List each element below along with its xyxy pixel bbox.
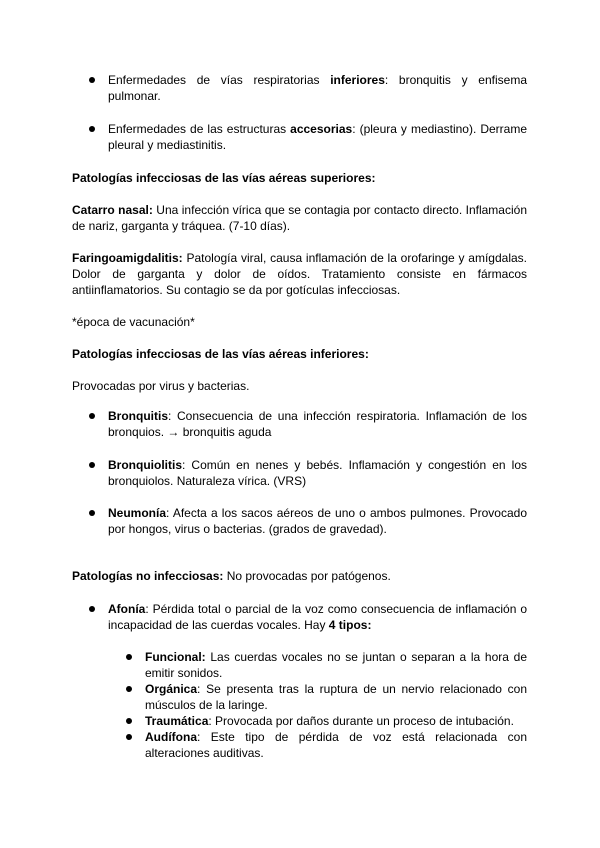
item-text: Enfermedades de vías respiratorias	[108, 73, 331, 87]
bullet-icon	[89, 510, 95, 516]
item-text: : Provocada por daños durante un proceso de intubación.	[208, 714, 514, 728]
bullet-icon	[89, 126, 95, 132]
sub-list-item	[145, 713, 527, 729]
term-traumatica: Traumática	[145, 714, 209, 728]
item-text: : (pleura y mediastino). Derrame pleural y mediastinitis.	[108, 122, 527, 152]
term-neumonia: Neumonía	[108, 506, 167, 520]
list-item	[108, 121, 527, 153]
section-heading-no-infecciosas	[72, 568, 527, 584]
section-heading-inferiores: Patologías infecciosas de las vías aéreas inferiores:	[72, 347, 369, 361]
item-text: : Común en nenes y bebés. Inflamación y congestión en los bronquiolos. Naturaleza vírica. (VRS)	[108, 458, 527, 488]
item-strong: accesorias	[290, 122, 353, 136]
bullet-icon	[126, 654, 132, 660]
item-text: Las cuerdas vocales no se juntan o separan a la hora de emitir sonidos.	[145, 650, 527, 680]
sub-list-item	[145, 649, 527, 681]
bullet-icon	[89, 413, 95, 419]
bullet-icon	[126, 718, 132, 724]
sub-list-item	[145, 681, 527, 713]
note-vacunacion: *época de vacunación*	[72, 315, 195, 329]
section-heading-superiores: Patologías infecciosas de las vías aéreas superiores:	[72, 171, 376, 185]
item-strong: inferiores	[330, 73, 385, 87]
bullet-icon	[126, 734, 132, 740]
item-text: Enfermedades de las estructuras	[108, 122, 291, 136]
item-text: : Afecta a los sacos aéreos de uno o ambos pulmones. Provocado por hongos, virus o bacterias. (grados de gravedad).	[108, 506, 527, 536]
item-text: : Se presenta tras la ruptura de un nervio relacionado con músculos de la laringe.	[145, 682, 527, 712]
bullet-icon	[89, 462, 95, 468]
bullet-icon	[89, 606, 95, 612]
list-item	[108, 72, 527, 104]
paragraph-catarro	[72, 202, 527, 234]
sub-list-item	[145, 729, 527, 761]
term-organica: Orgánica	[145, 682, 198, 696]
term-faringoamigdalitis: Faringoamigdalitis:	[72, 251, 183, 265]
item-text: : Pérdida total o parcial de la voz como consecuencia de inflamación o incapacidad de las cuerdas vocales. Hay	[108, 602, 527, 632]
bullet-icon	[126, 686, 132, 692]
list-item	[108, 601, 527, 633]
intro-inferiores: Provocadas por virus y bacterias.	[72, 379, 250, 393]
heading-rest: No provocadas por patógenos.	[223, 569, 391, 583]
heading-no-infecciosas: Patologías no infecciosas:	[72, 569, 224, 583]
paragraph-faringoamigdalitis	[72, 250, 527, 298]
term-catarro: Catarro nasal:	[72, 203, 153, 217]
list-item	[108, 505, 527, 537]
item-text: : Este tipo de pérdida de voz está relacionada con alteraciones auditivas.	[145, 730, 527, 760]
list-item	[108, 408, 527, 440]
list-item	[108, 457, 527, 489]
item-text: : bronquitis y enfisema pulmonar.	[108, 73, 527, 103]
term-audifona: Audífona	[145, 730, 197, 744]
text-catarro: Una infección vírica que se contagia por contacto directo. Inflamación de nariz, garganta y tráquea. (7-10 días).	[72, 203, 527, 233]
term-afonia: Afonía	[108, 602, 146, 616]
term-bronquitis: Bronquitis	[108, 409, 168, 423]
bullet-icon	[89, 77, 95, 83]
afonia-tipos: 4 tipos:	[328, 618, 372, 632]
item-text: : Consecuencia de una infección respiratoria. Inflamación de los bronquios. → bronquitis aguda	[108, 409, 527, 439]
term-funcional: Funcional:	[145, 650, 206, 664]
term-bronquiolitis: Bronquiolitis	[108, 458, 182, 472]
text-faringoamigdalitis: Patología viral, causa inflamación de la orofaringe y amígdalas. Dolor de garganta y dolor de oídos. Tratamiento consiste en fármacos antiinflamatorios. Su contagio se da por gotículas infecciosas.	[72, 251, 527, 297]
